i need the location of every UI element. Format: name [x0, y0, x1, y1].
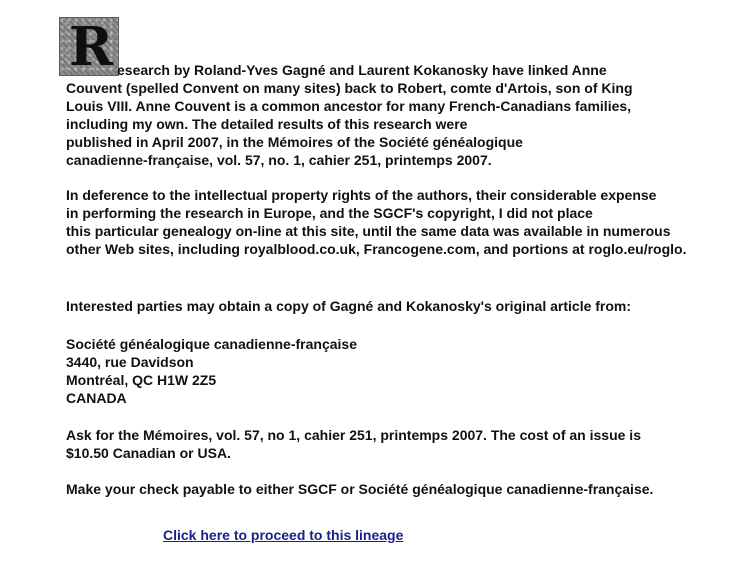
intro-first-line: esearch by Roland-Yves Gagné and Laurent Kokanosky have linked Anne — [117, 62, 607, 78]
copyright-line-2: in performing the research in Europe, and the SGCF's copyright, I did not place — [66, 205, 593, 221]
copyright-line-3: this particular genealogy on-line at this site, until the same data was available in numerous — [66, 223, 671, 239]
memoires-paragraph — [66, 426, 726, 462]
address-block — [66, 335, 726, 407]
memoires-line-2: $10.50 Canadian or USA. — [66, 445, 231, 461]
intro-line-2: Couvent (spelled Convent on many sites) back to Robert, comte d'Artois, son of King — [66, 80, 633, 96]
proceed-lineage-link[interactable]: Click here to proceed to this lineage — [163, 527, 404, 543]
obtain-copy-paragraph — [66, 297, 726, 315]
intro-line-3: Louis VIII. Anne Couvent is a common ancestor for many French-Canadians families, — [66, 98, 632, 114]
obtain-copy-text: Interested parties may obtain a copy of Gagné and Kokanosky's original article from: — [66, 298, 632, 314]
copyright-line-1: In deference to the intellectual property rights of the authors, their considerable expense — [66, 187, 657, 203]
memoires-line-1: Ask for the Mémoires, vol. 57, no 1, cahier 251, printemps 2007. The cost of an issue is — [66, 427, 641, 443]
dropcap-letter: R — [69, 16, 114, 78]
copyright-line-4: other Web sites, including royalblood.co.uk, Francogene.com, and portions at roglo.eu/roglo. — [66, 241, 687, 257]
address-line-organization: Société généalogique canadienne-française — [66, 336, 357, 352]
payment-paragraph — [66, 480, 726, 498]
address-line-street: 3440, rue Davidson — [66, 354, 194, 370]
intro-line-5: published in April 2007, in the Mémoires of the Société généalogique — [66, 134, 523, 150]
payment-text: Make your check payable to either SGCF or Société généalogique canadienne-française. — [66, 481, 654, 497]
address-line-city: Montréal, QC H1W 2Z5 — [66, 372, 217, 388]
intro-line-6: canadienne-française, vol. 57, no. 1, cahier 251, printemps 2007. — [66, 152, 492, 168]
address-line-country: CANADA — [66, 390, 127, 406]
decorative-dropcap-r — [59, 17, 119, 76]
intro-paragraph — [66, 79, 726, 169]
intro-line-4: including my own. The detailed results of this research were — [66, 116, 468, 132]
copyright-paragraph — [66, 186, 726, 258]
